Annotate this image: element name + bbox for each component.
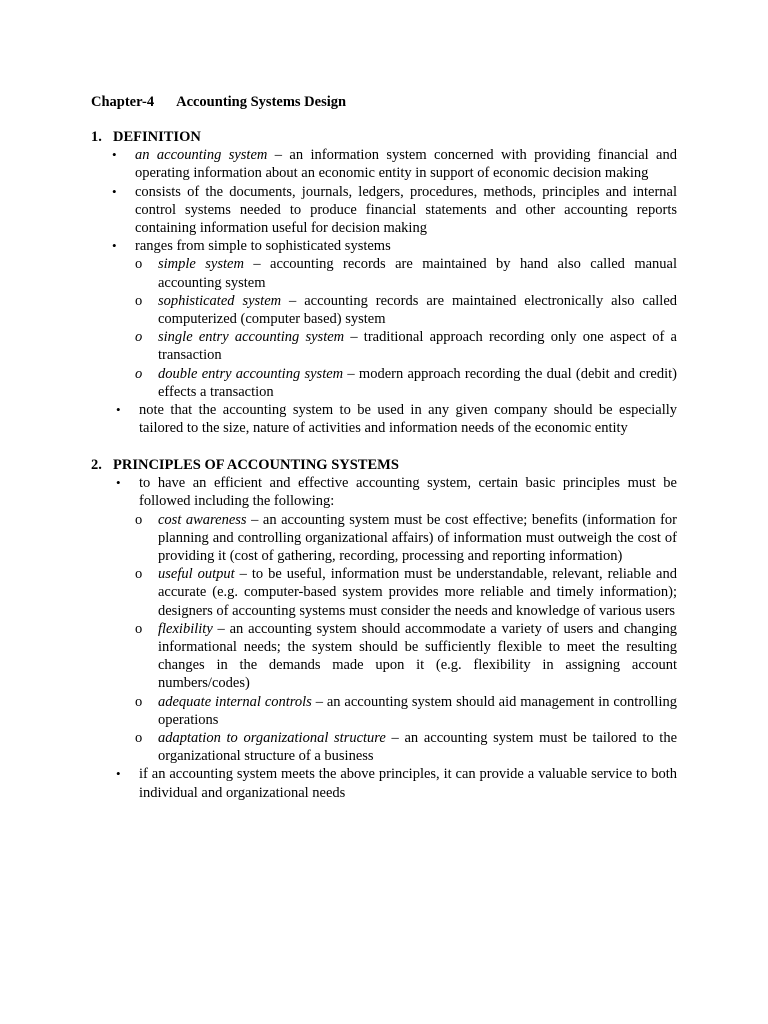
chapter-number: Chapter-4: [91, 94, 155, 110]
item-text: consists of the documents, journals, ledgers, procedures, methods, principles and internal control systems needed to produce financial statements and other accounting reports containing information useful for decision making: [135, 183, 677, 237]
sub-bullet-icon: o: [135, 365, 143, 382]
bullet-item: [91, 765, 677, 801]
sub-bullet-item: [91, 292, 677, 328]
sub-bullet-item: [91, 729, 677, 765]
bullet-icon: •: [116, 402, 121, 418]
term: simple system: [158, 256, 244, 273]
item-text: – an accounting system must be cost effective; benefits (information for planning and controlling organizational affairs) of information must outweigh the cost of providing it (cost of gathering, recording, processing and reporting information): [158, 511, 678, 565]
item-text: – an accounting system must be tailored to the organizational structure of a business: [158, 730, 678, 765]
item-text: ranges from simple to sophisticated systems: [135, 238, 391, 255]
item-text: if an accounting system meets the above principles, it can provide a valuable service to both individual and organizational needs: [139, 766, 677, 801]
sub-bullet-item: [91, 565, 677, 620]
item-text: – accounting records are maintained by hand also called manual accounting system: [158, 256, 678, 291]
bullet-item: [91, 237, 677, 255]
sub-bullet-icon: o: [135, 566, 143, 583]
chapter-heading: [91, 93, 346, 111]
sub-bullet-item: [91, 511, 677, 566]
bullet-icon: •: [116, 475, 121, 491]
term: an accounting system: [135, 147, 268, 164]
sub-bullet-item: [91, 620, 677, 693]
sub-bullet-icon: o: [135, 256, 143, 273]
item-text: – an accounting system should accommodate a variety of users and changing informational needs; the system should be sufficiently flexible to meet the resulting changes in the demands made upon it (e.g. flexibility in assigning account numbers/codes): [158, 620, 677, 692]
sub-bullet-item: [91, 365, 677, 401]
item-text: – modern approach recording the dual (debit and credit) effects a transaction: [158, 365, 678, 400]
item-text: – accounting records are maintained electronically also called computerized (computer based) system: [158, 292, 678, 328]
section-principles: [91, 456, 677, 802]
term: adaptation to organizational structure: [158, 730, 386, 747]
bullet-icon: •: [112, 238, 117, 254]
item-text: – an information system concerned with providing financial and operating information about an economic entity in support of economic decision making: [135, 147, 677, 182]
term: double entry accounting system: [158, 365, 344, 382]
term: cost awareness: [158, 511, 247, 528]
bullet-icon: •: [112, 183, 117, 199]
item-text: – an accounting system should aid management in controlling operations: [158, 693, 677, 728]
sub-bullet-item: [91, 255, 677, 291]
sub-bullet-icon: o: [135, 329, 143, 346]
sub-bullet-item: [91, 693, 677, 729]
sub-bullet-item: [91, 328, 677, 364]
sub-bullet-icon: o: [135, 730, 143, 747]
item-text: to have an efficient and effective accounting system, certain basic principles must be followed including the following:: [139, 475, 677, 510]
section-title: DEFINITION: [113, 129, 201, 145]
section-heading: [91, 128, 677, 146]
term: sophisticated system: [158, 292, 282, 309]
term: adequate internal controls: [158, 693, 312, 710]
bullet-icon: •: [112, 147, 117, 163]
term: flexibility: [158, 620, 213, 637]
section-definition: [91, 128, 677, 437]
item-text: – to be useful, information must be understandable, relevant, reliable and accurate (e.g. computer-based system provides more reliable and timely information); designers of accounting systems must consider the needs and knowledge of various users: [158, 566, 677, 619]
chapter-title: Accounting Systems Design: [176, 94, 347, 110]
bullet-item: [91, 401, 677, 437]
bullet-item: [91, 183, 677, 238]
item-text: – traditional approach recording only one aspect of a transaction: [158, 329, 677, 364]
term: single entry accounting system: [158, 329, 345, 346]
section-number: 1.: [91, 129, 102, 145]
bullet-item: [91, 474, 677, 510]
section-title: PRINCIPLES OF ACCOUNTING SYSTEMS: [113, 457, 399, 473]
bullet-icon: •: [116, 766, 121, 782]
sub-bullet-icon: o: [135, 620, 143, 637]
sub-bullet-icon: o: [135, 693, 143, 710]
term: useful output: [158, 566, 235, 583]
sub-bullet-icon: o: [135, 292, 143, 309]
section-number: 2.: [91, 457, 102, 473]
sub-bullet-icon: o: [135, 511, 143, 528]
section-heading: [91, 456, 677, 474]
bullet-item: [91, 146, 677, 182]
item-text: note that the accounting system to be used in any given company should be especially tailored to the size, nature of activities and information needs of the economic entity: [139, 402, 677, 437]
